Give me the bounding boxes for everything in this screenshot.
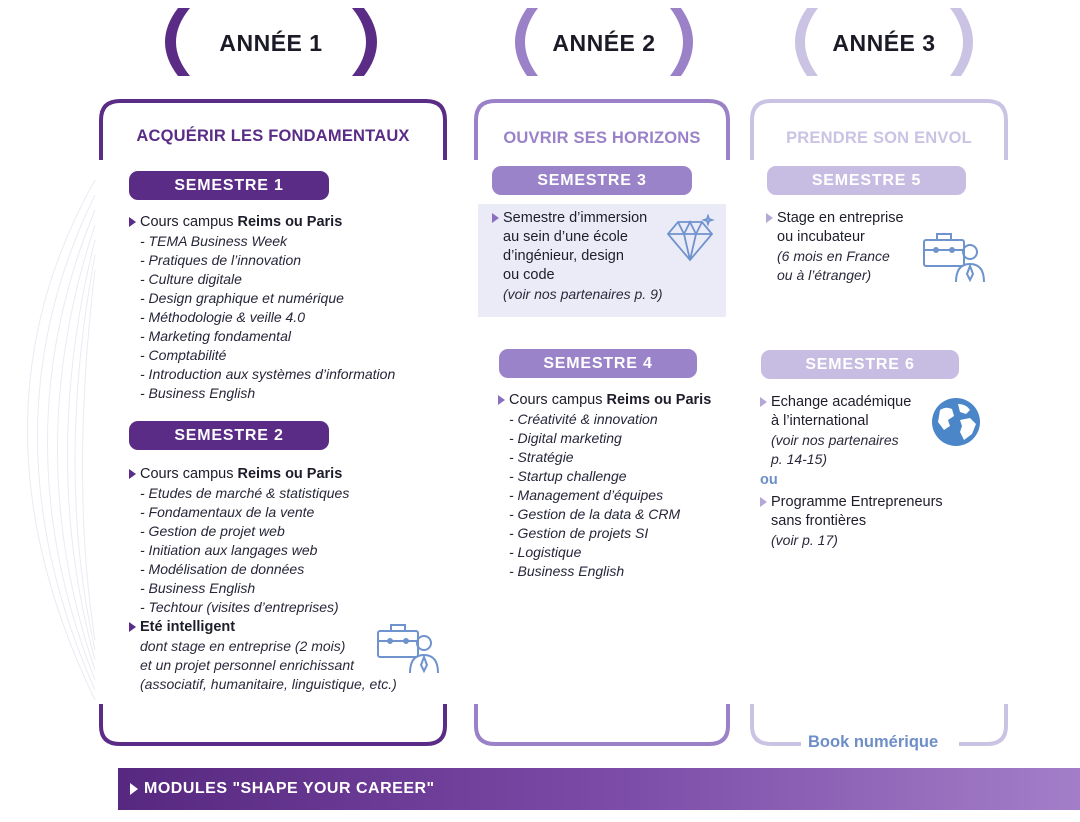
play-arrow-icon: [130, 783, 138, 795]
stage-line: [766, 209, 926, 228]
lead-bold: Reims ou Paris: [237, 214, 343, 230]
course-item: - Digital marketing: [509, 430, 622, 446]
briefcase-person-icon: [374, 617, 440, 677]
course-item: - Introduction aux systèmes d’information: [140, 366, 396, 382]
semester-3-pill: SEMESTRE 3: [492, 166, 692, 195]
semester-6-pill: SEMESTRE 6: [761, 350, 959, 379]
course-item: - Méthodologie & veille 4.0: [140, 309, 305, 325]
year-1-title: ACQUÉRIR LES FONDAMENTAUX: [136, 127, 410, 145]
exchange-text: Echange académique: [771, 394, 912, 410]
extra-title: Eté intelligent: [140, 619, 236, 635]
course-item: - Marketing fondamental: [140, 328, 291, 344]
course-item: - Créativité & innovation: [509, 411, 658, 427]
ete-line: et un projet personnel enrichissant: [140, 657, 355, 673]
program-line: sans frontières: [771, 513, 867, 529]
course-item: - Startup challenge: [509, 468, 627, 484]
course-item: - Gestion de projet web: [140, 523, 285, 539]
briefcase-person-icon: [920, 226, 986, 286]
book-numerique-link[interactable]: Book numérique: [808, 733, 939, 751]
partners-note: (voir nos partenaires p. 9): [503, 286, 663, 302]
course-item: - Pratiques de l’innovation: [140, 252, 302, 268]
course-item: - Techtour (visites d’entreprises): [140, 599, 339, 615]
year-3-label: ANNÉE 3: [832, 30, 936, 56]
immersion-line: d’ingénieur, design: [503, 248, 624, 264]
year-2-title: OUVRIR SES HORIZONS: [503, 129, 701, 147]
course-item: - Stratégie: [509, 449, 574, 465]
semester-2-lead: [129, 465, 439, 484]
bullet-arrow-icon: [129, 469, 136, 479]
semester-3-line: [492, 209, 672, 228]
bullet-arrow-icon: [766, 213, 773, 223]
modules-bar[interactable]: [118, 768, 1080, 810]
semester-2-pill: SEMESTRE 2: [129, 421, 329, 450]
course-item: - Fondamentaux de la vente: [140, 504, 315, 520]
semester-4-content: [498, 391, 728, 581]
immersion-line: ou code: [503, 267, 555, 283]
immersion-line: Semestre d’immersion: [503, 210, 648, 226]
bullet-arrow-icon: [129, 217, 136, 227]
exchange-line: à l’international: [771, 413, 869, 429]
course-item: - Management d’équipes: [509, 487, 664, 503]
year-3-title: PRENDRE SON ENVOL: [786, 129, 972, 147]
or-label: ou: [760, 472, 778, 488]
year-2-label: ANNÉE 2: [552, 30, 656, 56]
exchange-note: p. 14-15): [771, 451, 828, 467]
semester-5-pill: SEMESTRE 5: [767, 166, 966, 195]
stage-text: Stage en entreprise: [777, 210, 904, 226]
course-item: - Etudes de marché & statistiques: [140, 485, 350, 501]
semester-3-content: [492, 209, 672, 304]
semester-1-lead: [129, 213, 439, 232]
course-item: - Business English: [509, 563, 625, 579]
year-3-header: [790, 6, 978, 78]
year-1-header: [160, 6, 382, 78]
lead-bold: Reims ou Paris: [606, 392, 712, 408]
bullet-arrow-icon: [498, 395, 505, 405]
course-item: - Logistique: [509, 544, 582, 560]
bullet-arrow-icon: [492, 213, 499, 223]
lead-bold: Reims ou Paris: [237, 466, 343, 482]
lead-prefix: Cours campus: [140, 466, 238, 482]
semester-1-pill: SEMESTRE 1: [129, 171, 329, 200]
program-note: (voir p. 17): [771, 532, 838, 548]
globe-icon: [930, 396, 982, 448]
bullet-arrow-icon: [129, 622, 136, 632]
semester-4-lead: [498, 391, 728, 410]
course-item: - Initiation aux langages web: [140, 542, 318, 558]
course-item: - Comptabilité: [140, 347, 227, 363]
course-item: - Design graphique et numérique: [140, 290, 344, 306]
year-1-label: ANNÉE 1: [219, 30, 323, 56]
ete-line: dont stage en entreprise (2 mois): [140, 638, 346, 654]
stage-note: (6 mois en France: [777, 248, 890, 264]
course-item: - Business English: [140, 580, 256, 596]
exchange-note: (voir nos partenaires: [771, 432, 899, 448]
course-item: - Modélisation de données: [140, 561, 305, 577]
program-text: Programme Entrepreneurs: [771, 494, 943, 510]
course-item: - TEMA Business Week: [140, 233, 288, 249]
lead-prefix: Cours campus: [140, 214, 238, 230]
course-item: - Culture digitale: [140, 271, 242, 287]
semester-1-content: [129, 213, 439, 403]
lead-prefix: Cours campus: [509, 392, 607, 408]
course-item: - Business English: [140, 385, 256, 401]
bullet-arrow-icon: [760, 497, 767, 507]
stage-line: ou incubateur: [777, 229, 865, 245]
ete-line: (associatif, humanitaire, linguistique, etc.): [140, 676, 397, 692]
semester-5-content: [766, 209, 926, 285]
stage-note: ou à l’étranger): [777, 267, 872, 283]
bullet-arrow-icon: [760, 397, 767, 407]
modules-label: MODULES "SHAPE YOUR CAREER": [144, 780, 435, 797]
course-item: - Gestion de la data & CRM: [509, 506, 681, 522]
immersion-line: au sein d’une école: [503, 229, 628, 245]
diamond-icon: [662, 214, 718, 266]
semester-4-pill: SEMESTRE 4: [499, 349, 697, 378]
program-line: [760, 493, 980, 512]
course-item: - Gestion de projets SI: [509, 525, 649, 541]
year-2-header: [510, 6, 698, 78]
